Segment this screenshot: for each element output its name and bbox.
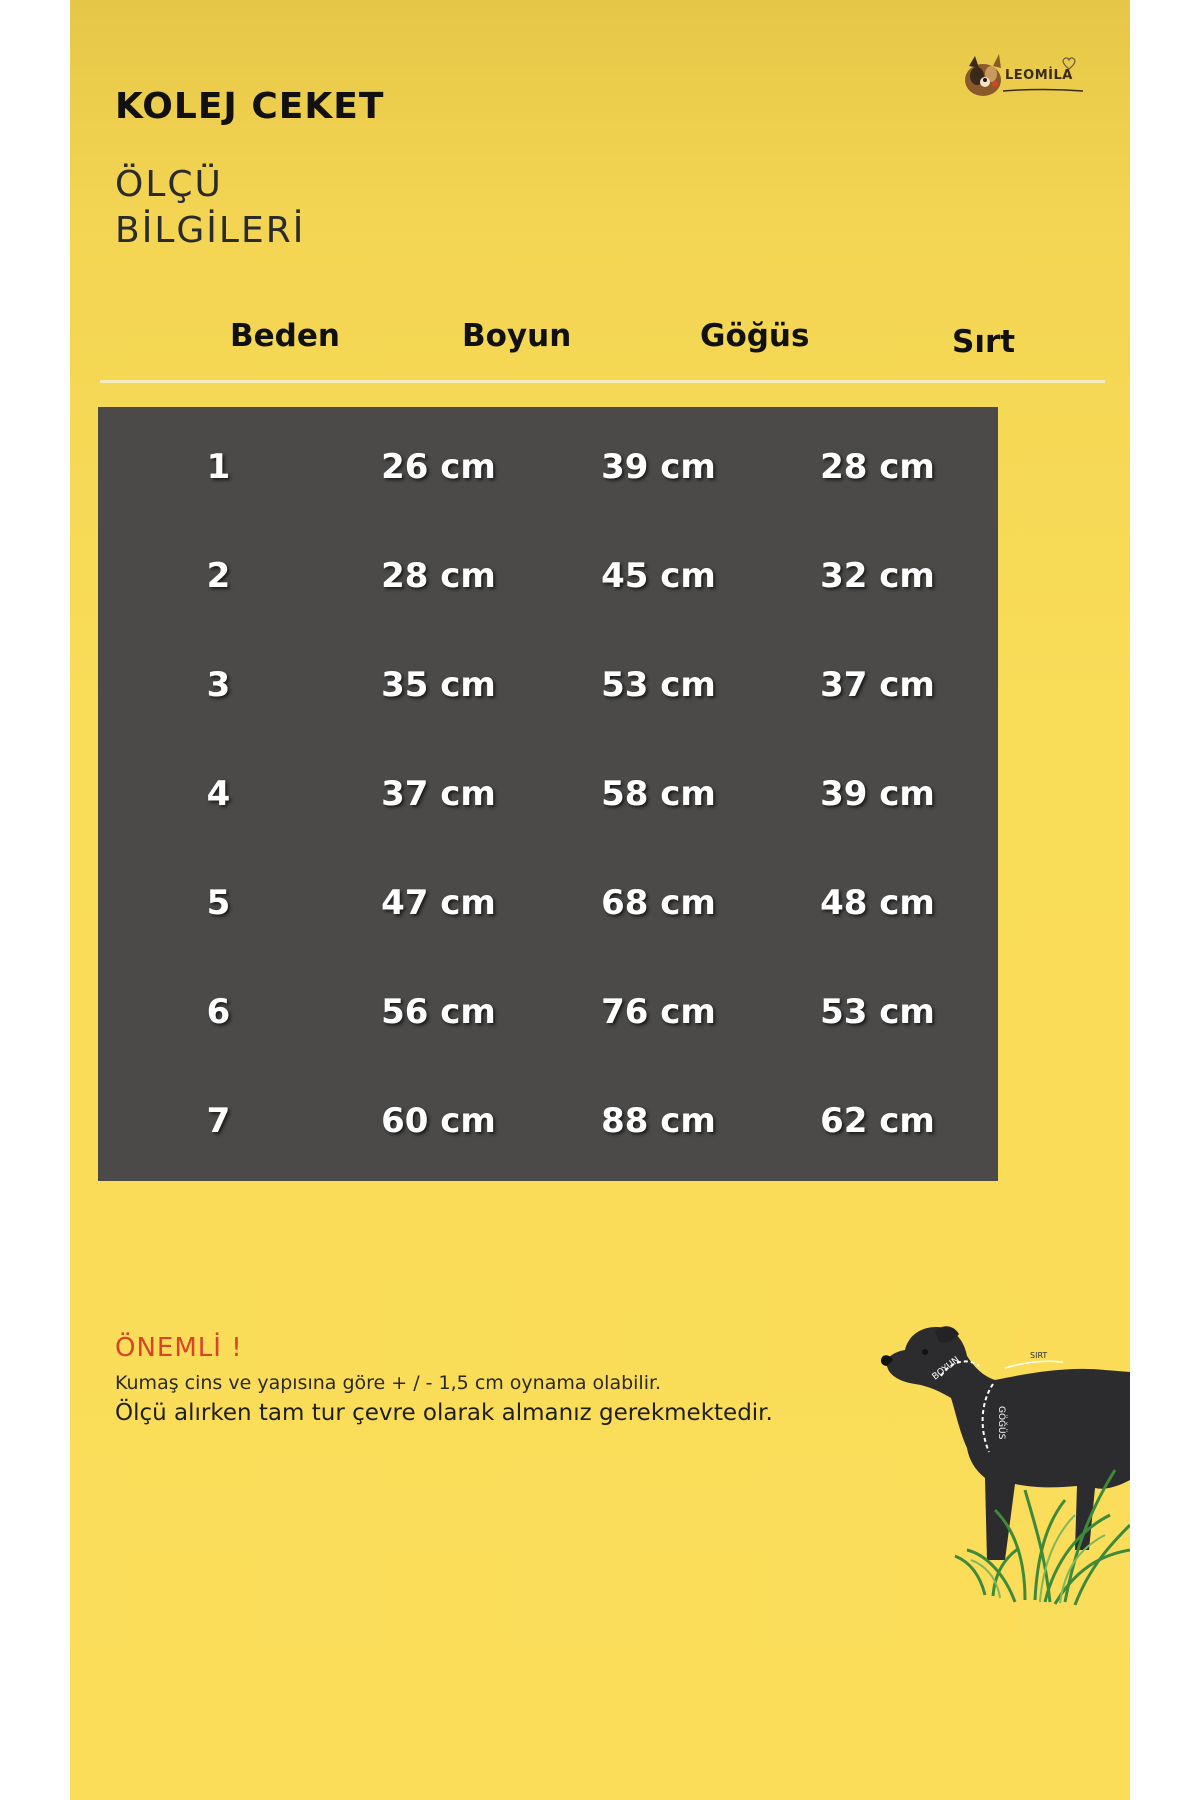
table-cell-sirt: 37 cm <box>757 625 998 745</box>
table-cell-gogus: 58 cm <box>538 734 779 854</box>
table-cell-beden: 3 <box>98 625 339 745</box>
table-cell-sirt: 53 cm <box>757 952 998 1072</box>
table-cell-boyun: 37 cm <box>318 734 559 854</box>
table-cell-beden: 6 <box>98 952 339 1072</box>
table-cell-sirt: 39 cm <box>757 734 998 854</box>
table-cell-sirt: 62 cm <box>757 1061 998 1181</box>
table-cell-gogus: 45 cm <box>538 516 779 636</box>
table-cell-boyun: 56 cm <box>318 952 559 1072</box>
dog-measurement-icon <box>875 1310 1130 1610</box>
table-cell-sirt: 48 cm <box>757 843 998 963</box>
table-cell-boyun: 26 cm <box>318 407 559 527</box>
logo-underline <box>1003 88 1083 94</box>
header-sirt: Sırt <box>952 324 1016 360</box>
table-cell-beden: 2 <box>98 516 339 636</box>
dog-label-gogus: GÖĞÜS <box>996 1406 1006 1440</box>
table-cell-gogus: 88 cm <box>538 1061 779 1181</box>
table-cell-boyun: 47 cm <box>318 843 559 963</box>
table-cell-gogus: 68 cm <box>538 843 779 963</box>
note-title: ÖNEMLİ ! <box>115 1333 243 1363</box>
table-cell-beden: 1 <box>98 407 339 527</box>
note-line-2: Ölçü alırken tam tur çevre olarak almanız gerekmektedir. <box>115 1400 773 1426</box>
table-cell-gogus: 53 cm <box>538 625 779 745</box>
table-cell-sirt: 32 cm <box>757 516 998 636</box>
size-table <box>98 407 1093 1283</box>
dog-label-sirt: SIRT <box>1030 1351 1048 1360</box>
table-cell-boyun: 60 cm <box>318 1061 559 1181</box>
table-cell-gogus: 39 cm <box>538 407 779 527</box>
logo-text: LEOMİLA <box>1005 68 1073 83</box>
table-cell-beden: 7 <box>98 1061 339 1181</box>
header-boyun: Boyun <box>462 318 572 354</box>
table-cell-boyun: 28 cm <box>318 516 559 636</box>
table-cell-beden: 4 <box>98 734 339 854</box>
logo-mark-icon <box>1061 56 1077 70</box>
table-cell-boyun: 35 cm <box>318 625 559 745</box>
page-title: KOLEJ CEKET <box>115 86 385 127</box>
subtitle-line-1: ÖLÇÜ <box>115 164 223 205</box>
dog-label-boyun: BOYUN <box>930 1355 962 1383</box>
header-gogus: Göğüs <box>700 318 810 354</box>
table-header <box>100 318 1105 383</box>
table-cell-beden: 5 <box>98 843 339 963</box>
note-line-1: Kumaş cins ve yapısına göre + / - 1,5 cm oynama olabilir. <box>115 1372 662 1394</box>
table-cell-sirt: 28 cm <box>757 407 998 527</box>
brand-logo <box>955 46 1085 106</box>
table-cell-gogus: 76 cm <box>538 952 779 1072</box>
page-subtitle <box>115 162 305 254</box>
subtitle-line-2: BİLGİLERİ <box>115 210 306 251</box>
header-beden: Beden <box>230 318 340 354</box>
size-chart-page <box>70 0 1130 1800</box>
